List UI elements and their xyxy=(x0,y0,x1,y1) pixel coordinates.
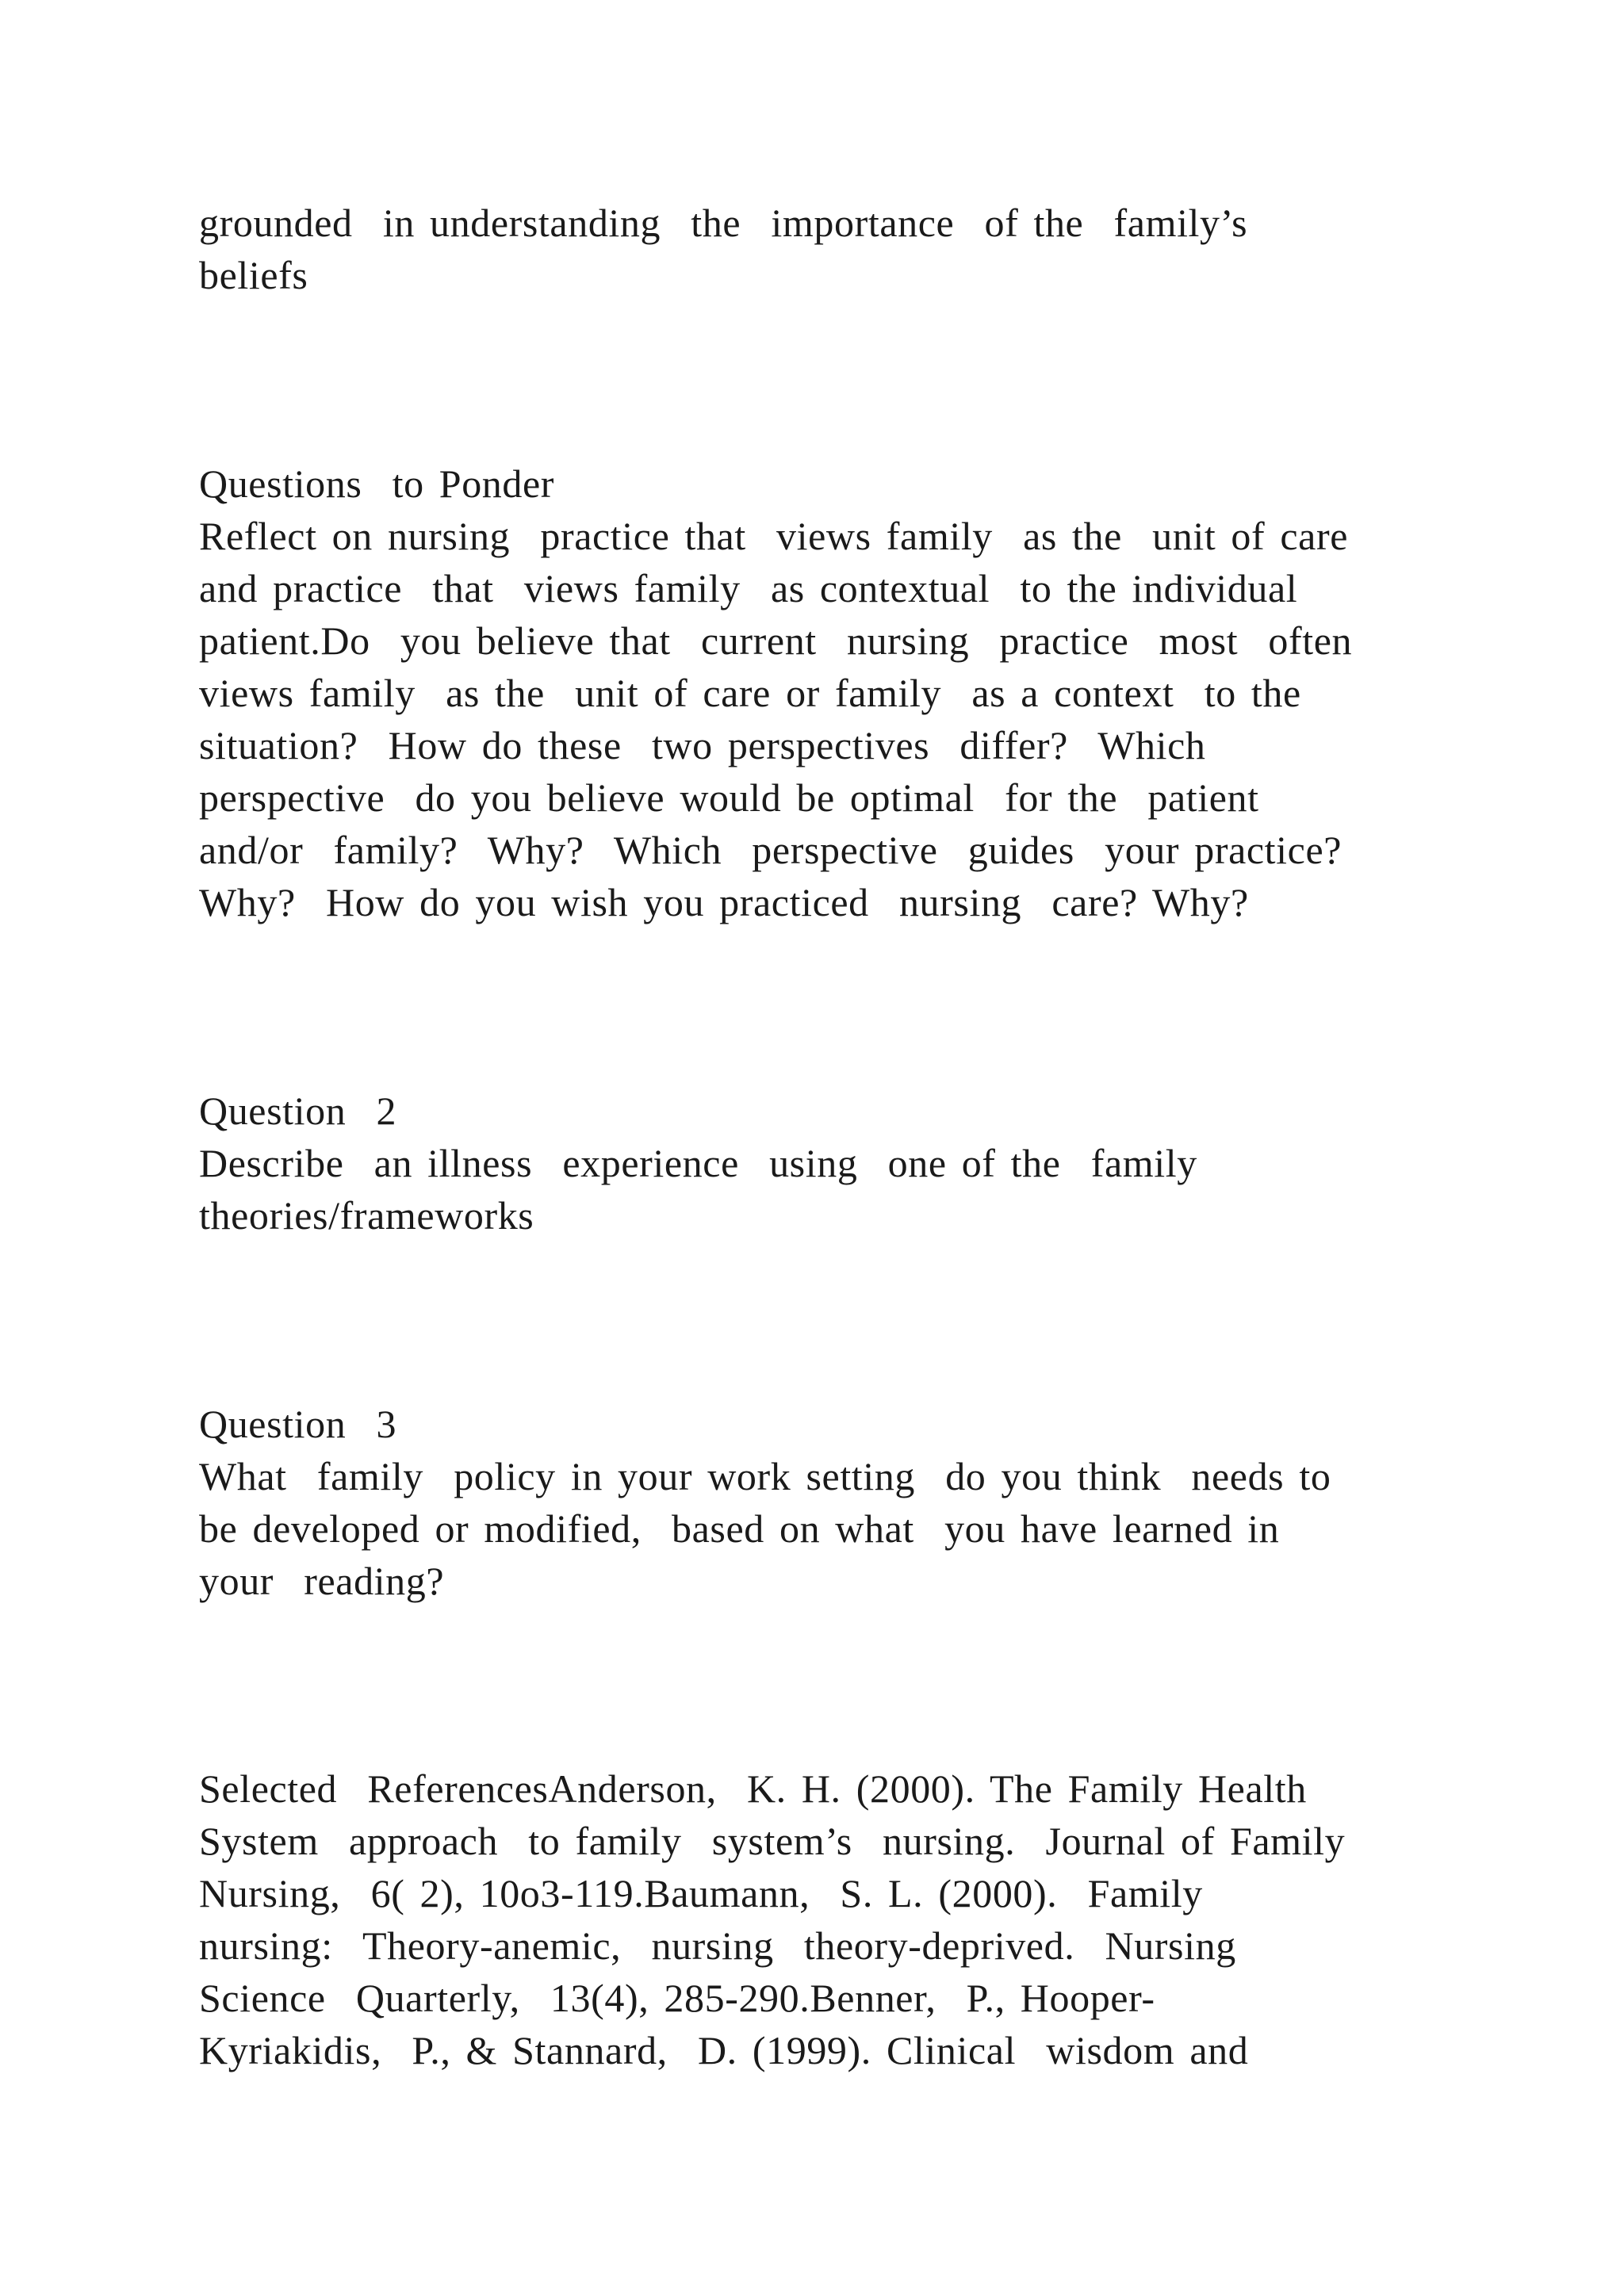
paragraph-line: your reading? xyxy=(199,1559,445,1603)
section-heading: Question 2 xyxy=(199,1089,397,1133)
section-heading: Question 3 xyxy=(199,1402,397,1446)
references-line: Selected ReferencesAnderson, K. H. (2000). The Family Health xyxy=(199,1766,1307,1811)
paragraph-line: patient.Do you believe that current nursing practice most often xyxy=(199,618,1353,663)
continuation-line: grounded in understanding the importance of the family’s xyxy=(199,201,1248,245)
references-line: Kyriakidis, P., & Stannard, D. (1999). Clinical wisdom and xyxy=(199,2028,1249,2072)
references-line: Science Quarterly, 13(4), 285-290.Benner, P., Hooper- xyxy=(199,1976,1155,2020)
paragraph-line: perspective do you believe would be optimal for the patient xyxy=(199,775,1259,820)
paragraph-line: and practice that views family as contextual to the individual xyxy=(199,566,1298,610)
paragraph-line: and/or family? Why? Which perspective guides your practice? xyxy=(199,828,1342,872)
paragraph-line: Reflect on nursing practice that views family as the unit of care xyxy=(199,514,1349,558)
references-line: nursing: Theory-anemic, nursing theory-deprived. Nursing xyxy=(199,1923,1236,1968)
continuation-line: beliefs xyxy=(199,253,308,297)
paragraph-line: views family as the unit of care or family as a context to the xyxy=(199,671,1301,715)
references-line: System approach to family system’s nursing. Journal of Family xyxy=(199,1819,1346,1863)
section-heading: Questions to Ponder xyxy=(199,461,555,506)
paragraph-line: theories/frameworks xyxy=(199,1193,534,1238)
paragraph-line: situation? How do these two perspectives differ? Which xyxy=(199,723,1206,767)
paragraph-line: Describe an illness experience using one of the family xyxy=(199,1141,1197,1185)
paragraph-line: be developed or modified, based on what you have learned in xyxy=(199,1506,1280,1551)
paragraph-line: What family policy in your work setting do you think needs to xyxy=(199,1454,1331,1498)
references-line: Nursing, 6( 2), 10o3-119.Baumann, S. L. (2000). Family xyxy=(199,1871,1203,1915)
paragraph-line: Why? How do you wish you practiced nursing care? Why? xyxy=(199,880,1249,924)
